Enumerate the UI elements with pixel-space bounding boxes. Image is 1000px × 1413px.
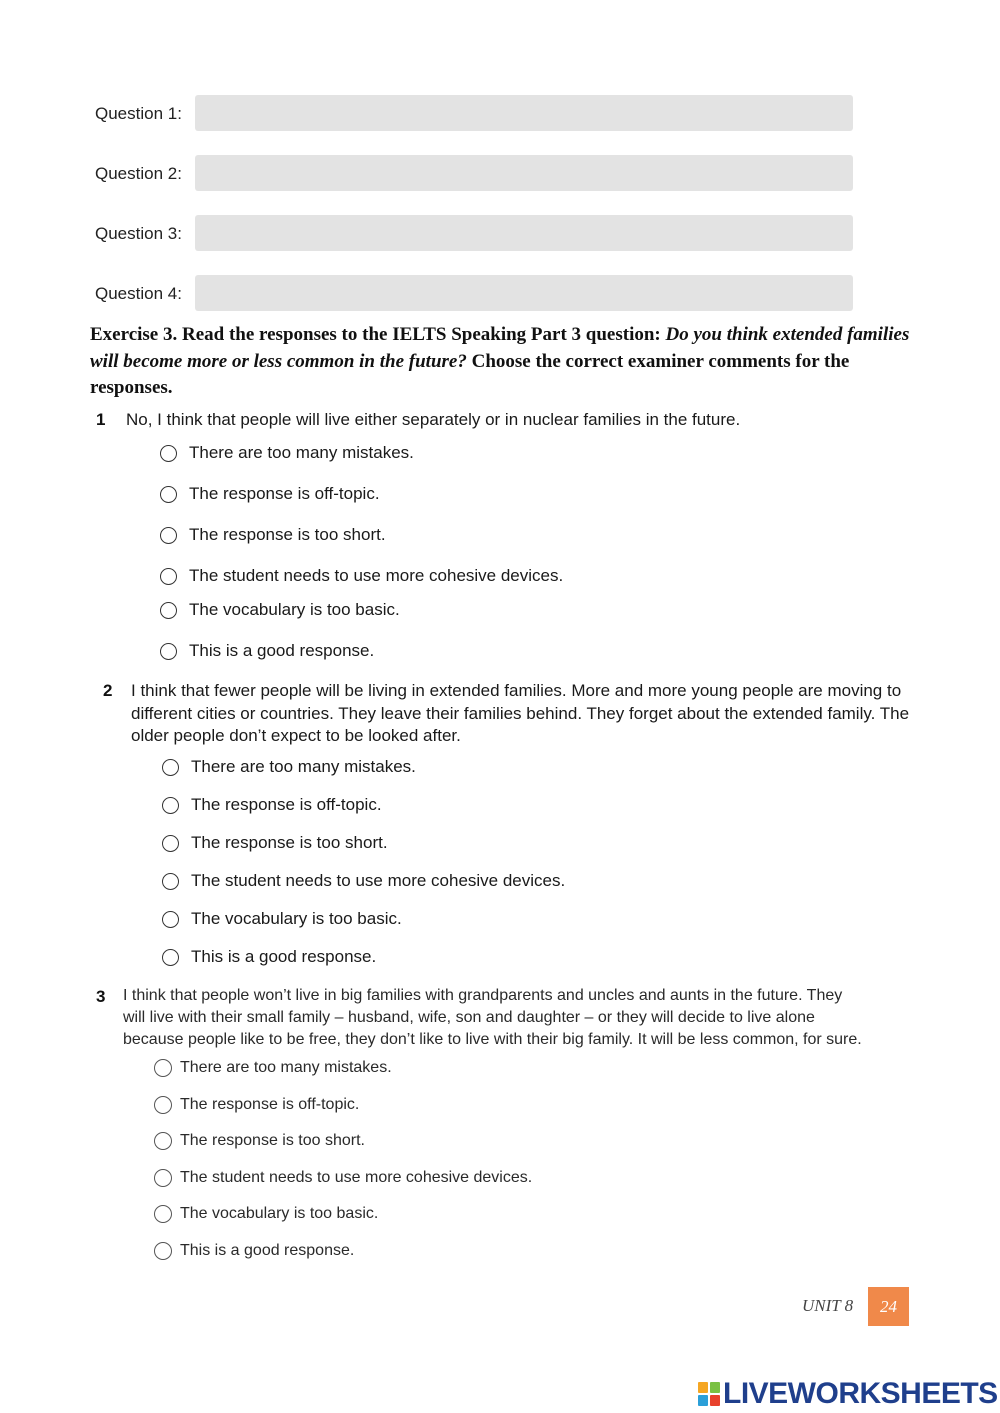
response-line: because people like to be free, they don’t like to live with their big family. It will be less common, for sure. — [123, 1031, 862, 1048]
page-number: 24 — [868, 1287, 909, 1326]
option-label: There are too many mistakes. — [180, 1059, 392, 1076]
item-3-option-off-topic[interactable] — [154, 1096, 359, 1114]
item-3-option-too-short[interactable] — [154, 1132, 365, 1150]
exercise-outro: Choose the correct examiner comments for the responses. — [90, 350, 850, 398]
response-line: older people don’t expect to be looked after. — [131, 726, 461, 745]
option-label: The response is too short. — [180, 1132, 365, 1149]
liveworksheets-logo — [698, 1377, 998, 1411]
radio-icon[interactable] — [154, 1242, 172, 1260]
item-2-option-off-topic[interactable] — [162, 795, 382, 815]
radio-icon[interactable] — [162, 835, 179, 852]
question-row-1 — [95, 95, 855, 133]
logo-icon — [698, 1382, 720, 1406]
question-label: Question 4: — [95, 284, 182, 303]
option-label: The response is too short. — [191, 833, 388, 852]
response-line: different cities or countries. They leave their families behind. They forget about the extended family. The — [131, 703, 910, 723]
exercise-question: Do you think extended families will become more or less common in the future? — [90, 324, 910, 372]
item-3-response — [123, 985, 862, 1051]
question-1-input[interactable] — [195, 95, 853, 131]
item-2-option-cohesive[interactable] — [162, 871, 565, 891]
item-1-option-good[interactable] — [160, 641, 374, 661]
item-number: 1 — [96, 410, 106, 429]
exercise-intro: Exercise 3. Read the responses to the IELTS Speaking Part 3 question: — [90, 324, 666, 345]
question-3-input[interactable] — [195, 215, 853, 251]
item-1-response — [126, 409, 740, 432]
option-label: This is a good response. — [191, 947, 377, 966]
radio-icon[interactable] — [160, 527, 177, 544]
item-3-option-mistakes[interactable] — [154, 1059, 392, 1077]
item-1-option-mistakes[interactable] — [160, 443, 414, 463]
radio-icon[interactable] — [162, 797, 179, 814]
option-label: There are too many mistakes. — [191, 757, 416, 776]
item-number: 2 — [103, 681, 113, 700]
option-label: This is a good response. — [180, 1242, 355, 1259]
item-2-response — [131, 680, 909, 748]
radio-icon[interactable] — [162, 759, 179, 776]
item-2-option-good[interactable] — [162, 947, 376, 967]
option-label: The student needs to use more cohesive devices. — [180, 1169, 533, 1186]
response-line: I think that people won’t live in big families with grandparents and uncles and aunts in the future. They — [123, 987, 843, 1004]
item-1-option-vocabulary[interactable] — [160, 600, 400, 620]
option-label: This is a good response. — [189, 641, 375, 660]
radio-icon[interactable] — [154, 1096, 172, 1114]
option-label: The response is off-topic. — [189, 484, 380, 503]
option-label: The vocabulary is too basic. — [189, 600, 400, 619]
radio-icon[interactable] — [154, 1059, 172, 1077]
item-1-option-off-topic[interactable] — [160, 484, 380, 504]
radio-icon[interactable] — [160, 486, 177, 503]
response-line: No, I think that people will live either separately or in nuclear families in the future. — [126, 410, 741, 429]
radio-icon[interactable] — [154, 1169, 172, 1187]
question-row-2 — [95, 155, 855, 193]
option-label: The response is too short. — [189, 525, 386, 544]
radio-icon[interactable] — [160, 445, 177, 462]
question-row-4 — [95, 275, 855, 313]
radio-icon[interactable] — [160, 643, 177, 660]
radio-icon[interactable] — [160, 568, 177, 585]
question-label: Question 2: — [95, 164, 182, 183]
option-label: The response is off-topic. — [191, 795, 382, 814]
question-label: Question 1: — [95, 104, 182, 123]
item-2-option-too-short[interactable] — [162, 833, 388, 853]
option-label: There are too many mistakes. — [189, 443, 414, 462]
question-label: Question 3: — [95, 224, 182, 243]
response-line: will live with their small family – husband, wife, son and daughter – or they will decide to live alone — [123, 1009, 815, 1026]
radio-icon[interactable] — [162, 949, 179, 966]
response-line: I think that fewer people will be living in extended families. More and more young people are moving to — [131, 681, 902, 700]
radio-icon[interactable] — [160, 602, 177, 619]
radio-icon[interactable] — [154, 1205, 172, 1223]
item-1-option-too-short[interactable] — [160, 525, 386, 545]
item-2-option-vocabulary[interactable] — [162, 909, 402, 929]
radio-icon[interactable] — [162, 873, 179, 890]
option-label: The response is off-topic. — [180, 1096, 360, 1113]
item-number: 3 — [96, 987, 106, 1006]
option-label: The student needs to use more cohesive devices. — [189, 566, 564, 585]
item-3-option-vocabulary[interactable] — [154, 1205, 378, 1223]
item-3-option-good[interactable] — [154, 1242, 354, 1260]
option-label: The vocabulary is too basic. — [191, 909, 402, 928]
option-label: The vocabulary is too basic. — [180, 1205, 379, 1222]
brand-name: LIVEWORKSHEETS — [723, 1377, 998, 1410]
question-2-input[interactable] — [195, 155, 853, 191]
item-2-option-mistakes[interactable] — [162, 757, 416, 777]
item-3-option-cohesive[interactable] — [154, 1169, 532, 1187]
question-4-input[interactable] — [195, 275, 853, 311]
radio-icon[interactable] — [162, 911, 179, 928]
exercise-instructions — [90, 322, 920, 402]
option-label: The student needs to use more cohesive devices. — [191, 871, 566, 890]
item-1-option-cohesive[interactable] — [160, 566, 563, 586]
question-row-3 — [95, 215, 855, 253]
radio-icon[interactable] — [154, 1132, 172, 1150]
unit-label: UNIT 8 — [802, 1296, 854, 1315]
